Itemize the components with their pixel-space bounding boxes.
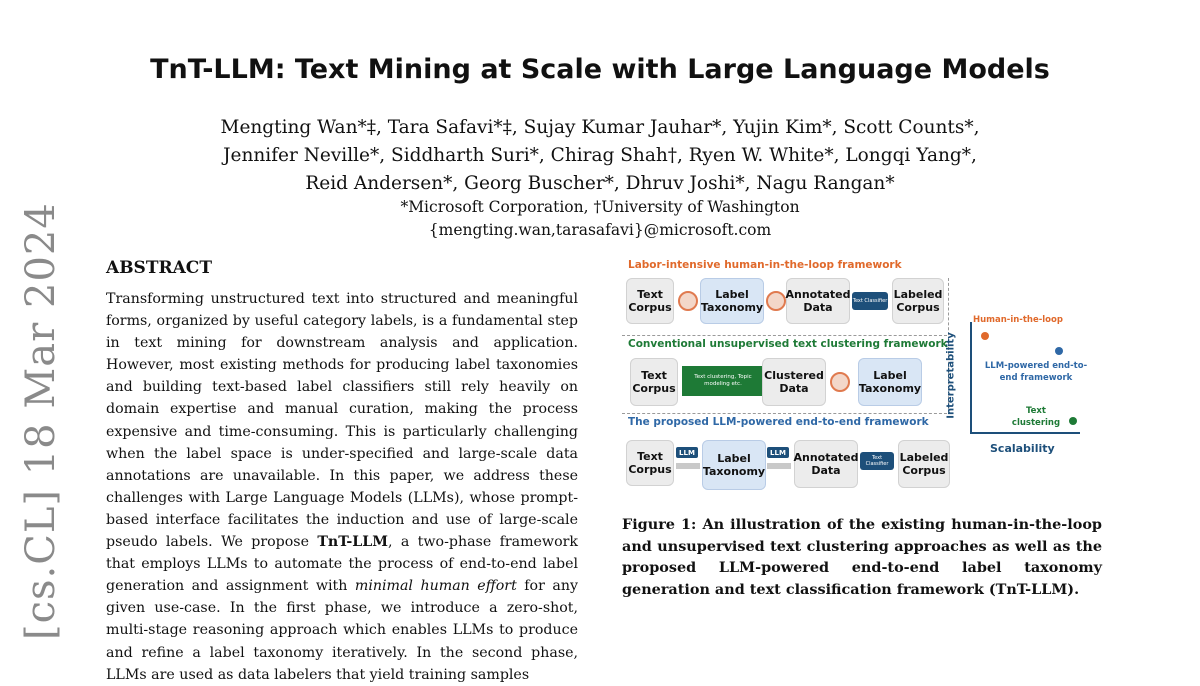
author-list [0,114,1200,198]
node-annotated-data: Annotated Data [794,440,858,488]
node-clustered-data: Clustered Data [762,358,826,406]
node-text-corpus: Text Corpus [630,358,678,406]
human-icon [766,291,786,311]
abstract-text: for any given use-case. In the first phase, we introduce a zero-shot, multi-stage reasoning approach which enables LLMs to produce and refine a label taxonomy iteratively. In the second phase, LLMs are used as data labelers that yield training samples [106,578,578,683]
node-annotated-data: Annotated Data [786,278,850,324]
point-llm-powered [1055,347,1063,355]
affiliations [0,196,1200,242]
abstract-heading: ABSTRACT [106,258,212,278]
node-text-corpus: Text Corpus [626,440,674,486]
text-classifier-chip: Text Classifier [852,292,888,310]
plot-y-axis [970,322,972,432]
node-text-corpus: Text Corpus [626,278,674,324]
point-text-clustering [1069,417,1077,425]
author-line: Reid Andersen*, Georg Buscher*, Dhruv Joshi*, Nagu Rangan* [305,173,895,194]
abstract-body [106,288,578,686]
section-title-clustering: Conventional unsupervised text clustering framework [628,338,948,350]
human-icon [830,372,850,392]
plot-y-label: Interpretability [945,332,957,419]
node-label-taxonomy: Label Taxonomy [858,358,922,406]
plot-x-axis [970,432,1080,434]
arxiv-stamp: [cs.CL] 18 Mar 2024 [18,202,64,640]
node-labeled-corpus: Labeled Corpus [892,278,944,324]
plot-label-clustering: Text clustering [1011,406,1061,428]
figure-caption: Figure 1: An illustration of the existing human-in-the-loop and unsupervised text clustering approaches as well as the proposed LLM-powered end-to-end label taxonomy generation and text classification framework (TnT-LLM). [622,516,1102,598]
plot-x-label: Scalability [990,442,1055,455]
section-title-human: Labor-intensive human-in-the-loop framework [628,259,902,271]
abstract-text: Transforming unstructured text into structured and meaningful forms, organized by useful category labels, is a fundamental step in text mining for downstream analysis and application. However, most existing methods for producing label taxonomies and building text-based label classifiers still rely heavily on domain expertise and manual curation, making the process expensive and time-consuming. This is particularly challenging when the label space is under-specified and large-scale data annotations are unavailable. In this paper, we address these challenges with Large Language Models (LLMs), whose prompt-based interface facilitates the induction and use of large-scale pseudo labels. We propose [106,291,578,551]
abstract-bold: TnT-LLM [317,534,388,551]
point-human-in-the-loop [981,332,989,340]
paper-title: TnT-LLM: Text Mining at Scale with Large Language Models [150,54,1050,85]
plot-label-human: Human-in-the-loop [973,315,1063,325]
abstract-text: , a two-phase framework that employs LLMs to automate the process of end-to-end label generation and assignment with [106,534,578,595]
llm-badge: LLM [767,447,789,458]
human-icon [678,291,698,311]
section-divider [622,413,947,414]
abstract-italic: minimal human effort [354,578,517,595]
llm-badge: LLM [676,447,698,458]
text-classifier-chip: Text Classifier [860,452,894,470]
section-divider [622,335,947,336]
arrow-icon [767,463,791,469]
node-label-taxonomy: Label Taxonomy [700,278,764,324]
figure-1 [622,256,1102,496]
author-line: Jennifer Neville*, Siddharth Suri*, Chirag Shah†, Ryen W. White*, Longqi Yang*, [223,145,977,166]
plot-label-llm: LLM-powered end-to-end framework [984,361,1088,383]
author-line: Mengting Wan*‡, Tara Safavi*‡, Sujay Kumar Jauhar*, Yujin Kim*, Scott Counts*, [220,117,980,138]
arrow-icon [676,463,700,469]
node-label-taxonomy: Label Taxonomy [702,440,766,490]
section-title-llm: The proposed LLM-powered end-to-end framework [628,416,929,428]
affiliation-line: *Microsoft Corporation, †University of Washington [400,198,800,216]
clustering-method-box: Text clustering, Topic modeling etc. [682,366,764,396]
email-line: {mengting.wan,tarasafavi}@microsoft.com [428,221,772,239]
node-labeled-corpus: Labeled Corpus [898,440,950,488]
